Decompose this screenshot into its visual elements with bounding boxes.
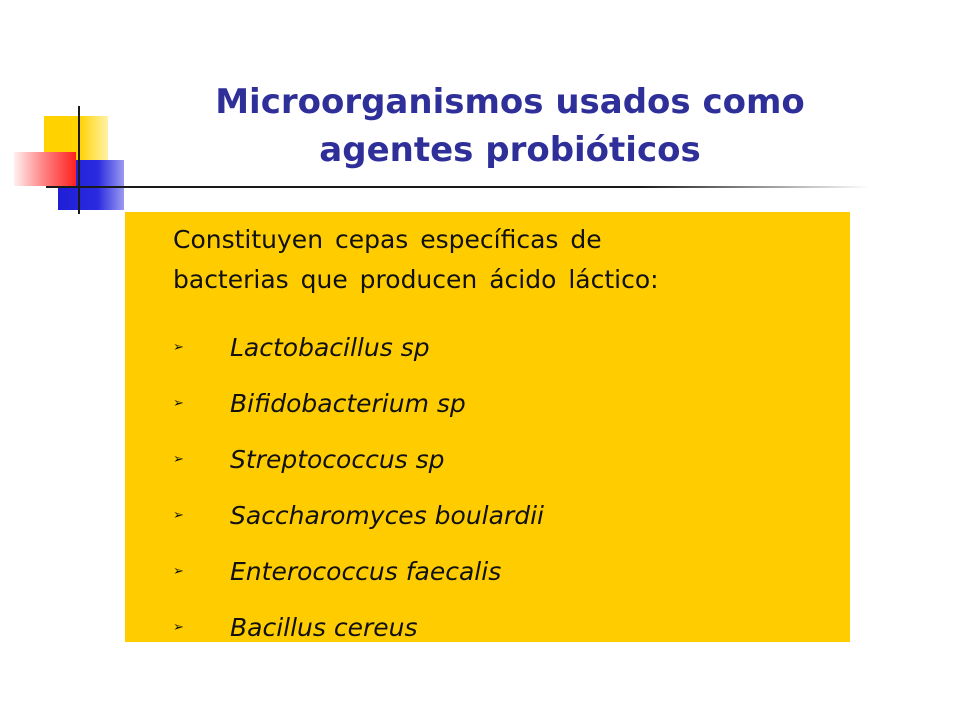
- slide-title: [150, 78, 870, 174]
- intro-line-2: bacterias que producen ácido láctico:: [173, 265, 659, 294]
- organism-name: Streptococcus sp: [230, 445, 445, 474]
- arrow-bullet-icon: ➢: [173, 564, 184, 579]
- organism-name: Lactobacillus sp: [230, 333, 430, 362]
- intro-text: [173, 220, 813, 300]
- title-underline: [46, 186, 870, 188]
- arrow-bullet-icon: ➢: [173, 508, 184, 523]
- organism-name: Bacillus cereus: [230, 613, 418, 642]
- intro-line-1: Constituyen cepas específicas de: [173, 225, 602, 254]
- arrow-bullet-icon: ➢: [173, 452, 184, 467]
- organism-name: Enterococcus faecalis: [230, 557, 502, 586]
- decorative-vertical-line: [78, 106, 80, 214]
- arrow-bullet-icon: ➢: [173, 620, 184, 635]
- organism-name: Saccharomyces boulardii: [230, 501, 544, 530]
- slide-title-line-2: agentes probióticos: [319, 130, 701, 170]
- arrow-bullet-icon: ➢: [173, 340, 184, 355]
- slide-title-line-1: Microorganismos usados como: [215, 82, 805, 122]
- content-panel: [125, 212, 850, 642]
- decorative-red-bar: [14, 152, 76, 186]
- organism-name: Bifidobacterium sp: [230, 389, 466, 418]
- arrow-bullet-icon: ➢: [173, 396, 184, 411]
